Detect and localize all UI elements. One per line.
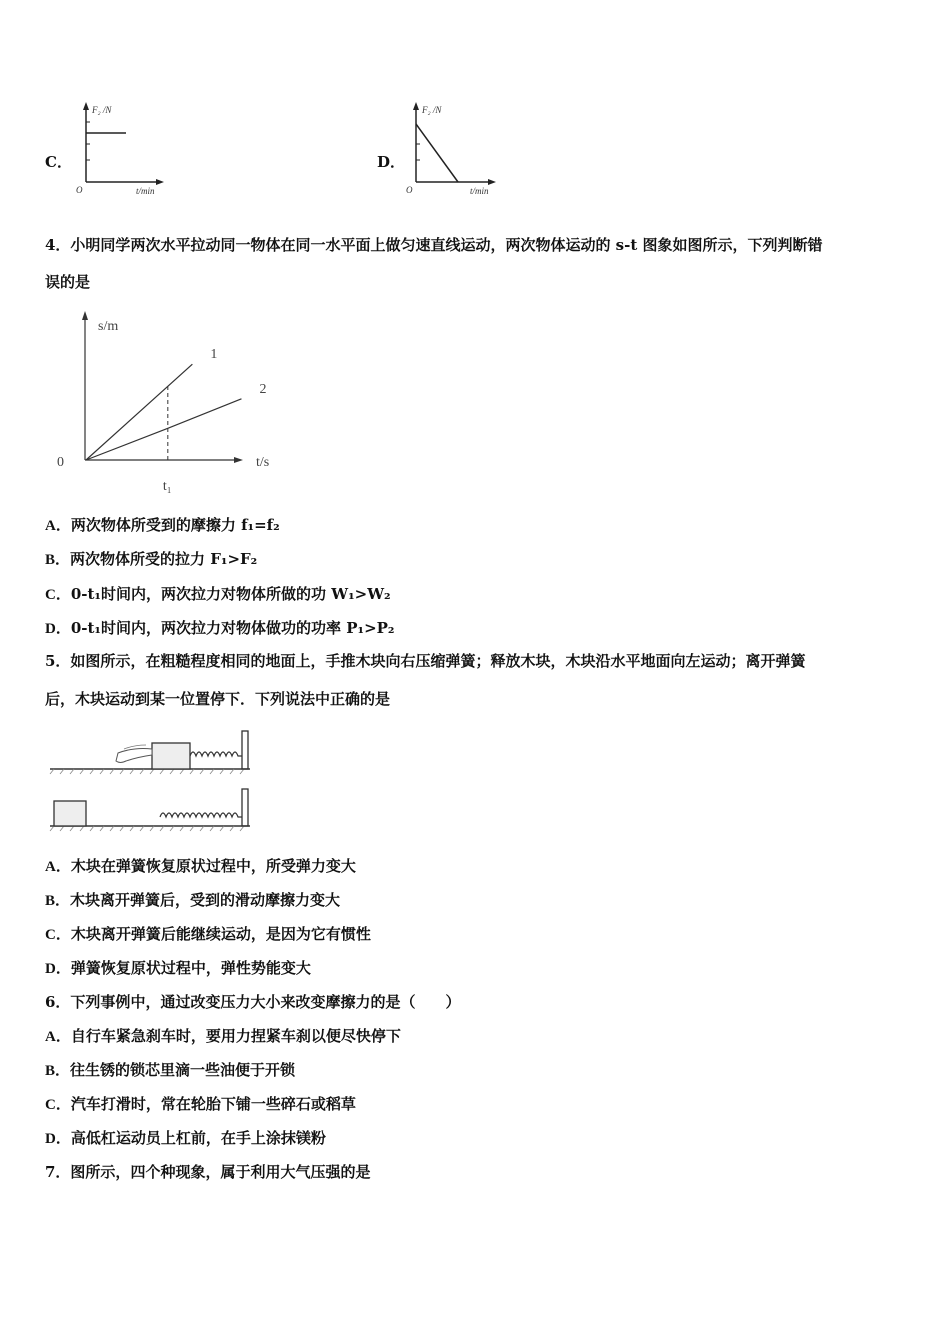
q4-option-a: A．两次物体所受到的摩擦力 f₁=f₂: [45, 516, 280, 534]
option-c-label: C．: [45, 153, 72, 171]
series-label-1: 1: [210, 347, 218, 363]
hand-icon: [116, 749, 152, 763]
q5-option-a: A．木块在弹簧恢复原状过程中，所受弹力变大: [45, 857, 356, 875]
q7-stem: 7．图所示，四个种现象，属于利用大气压强的是: [45, 1163, 371, 1181]
block-top: [152, 743, 190, 769]
x-axis-label: t/min: [470, 186, 489, 196]
series-line-1: [86, 364, 192, 460]
q4-stem-line2: 误的是: [45, 273, 91, 291]
q4-stem-line1: 4．小明同学两次水平拉动同一物体在同一水平面上做匀速直线运动，两次物体运动的 s-t 图象如图所示，下列判断错: [45, 236, 823, 254]
q6-stem: 6．下列事例中，通过改变压力大小来改变摩擦力的是（ ）: [45, 993, 461, 1011]
origin-label: O: [406, 185, 413, 195]
x-tick-label-t1: t₁: [162, 479, 172, 494]
x-axis-arrow: [488, 179, 496, 185]
origin-label: 0: [57, 455, 64, 470]
series-line-2: [86, 399, 241, 460]
x-axis-arrow: [234, 457, 243, 463]
spring-block-diagram: [44, 725, 260, 835]
x-axis-arrow: [156, 179, 164, 185]
q4-option-b: B．两次物体所受的拉力 F₁>F₂: [45, 550, 258, 568]
series-label-2: 2: [259, 381, 267, 397]
q5-stem-line1: 5．如图所示，在粗糙程度相同的地面上，手推木块向右压缩弹簧；释放木块，木块沿水平地面向左运动；离开弹簧: [45, 652, 806, 670]
q6-option-a: A．自行车紧急刹车时，要用力捏紧车刹以便尽快停下: [45, 1027, 401, 1045]
q4-option-d: D．0-t₁时间内，两次拉力对物体做功的功率 P₁>P₂: [45, 619, 395, 637]
q5-option-c: C．木块离开弹簧后能继续运动，是因为它有惯性: [45, 925, 371, 943]
q5-stem-line2: 后，木块运动到某一位置停下．下列说法中正确的是: [45, 690, 391, 708]
st-chart: [50, 308, 290, 498]
option-c-graph: [74, 100, 168, 196]
x-axis-label: t/s: [256, 455, 270, 470]
option-d-graph: [404, 100, 500, 196]
y-axis-label: F₂ /N: [422, 105, 442, 115]
y-axis-label: s/m: [98, 319, 119, 334]
block-bottom: [54, 801, 86, 826]
wall-top: [242, 731, 248, 769]
q6-option-c: C．汽车打滑时，常在轮胎下铺一些碎石或稻草: [45, 1095, 356, 1113]
q6-option-b: B．往生锈的锁芯里滴一些油便于开锁: [45, 1061, 296, 1079]
q4-option-c: C．0-t₁时间内，两次拉力对物体所做的功 W₁>W₂: [45, 585, 391, 603]
origin-label: O: [76, 185, 83, 195]
spring-compressed: [190, 752, 242, 756]
q6-option-d: D．高低杠运动员上杠前，在手上涂抹镁粉: [45, 1129, 326, 1147]
y-axis-arrow: [82, 311, 88, 320]
decreasing-force-line: [416, 124, 458, 182]
x-axis-label: t/min: [136, 186, 155, 196]
scene-released: [50, 789, 250, 831]
option-d-label: D．: [377, 153, 406, 171]
y-axis-arrow: [413, 102, 419, 110]
y-axis-label: F₂ /N: [92, 105, 112, 115]
scene-compressed: [50, 731, 250, 774]
spring-relaxed: [160, 813, 242, 817]
wall-bottom: [242, 789, 248, 826]
q5-option-d: D．弹簧恢复原状过程中，弹性势能变大: [45, 959, 311, 977]
y-axis-arrow: [83, 102, 89, 110]
q5-option-b: B．木块离开弹簧后，受到的滑动摩擦力变大: [45, 891, 341, 909]
